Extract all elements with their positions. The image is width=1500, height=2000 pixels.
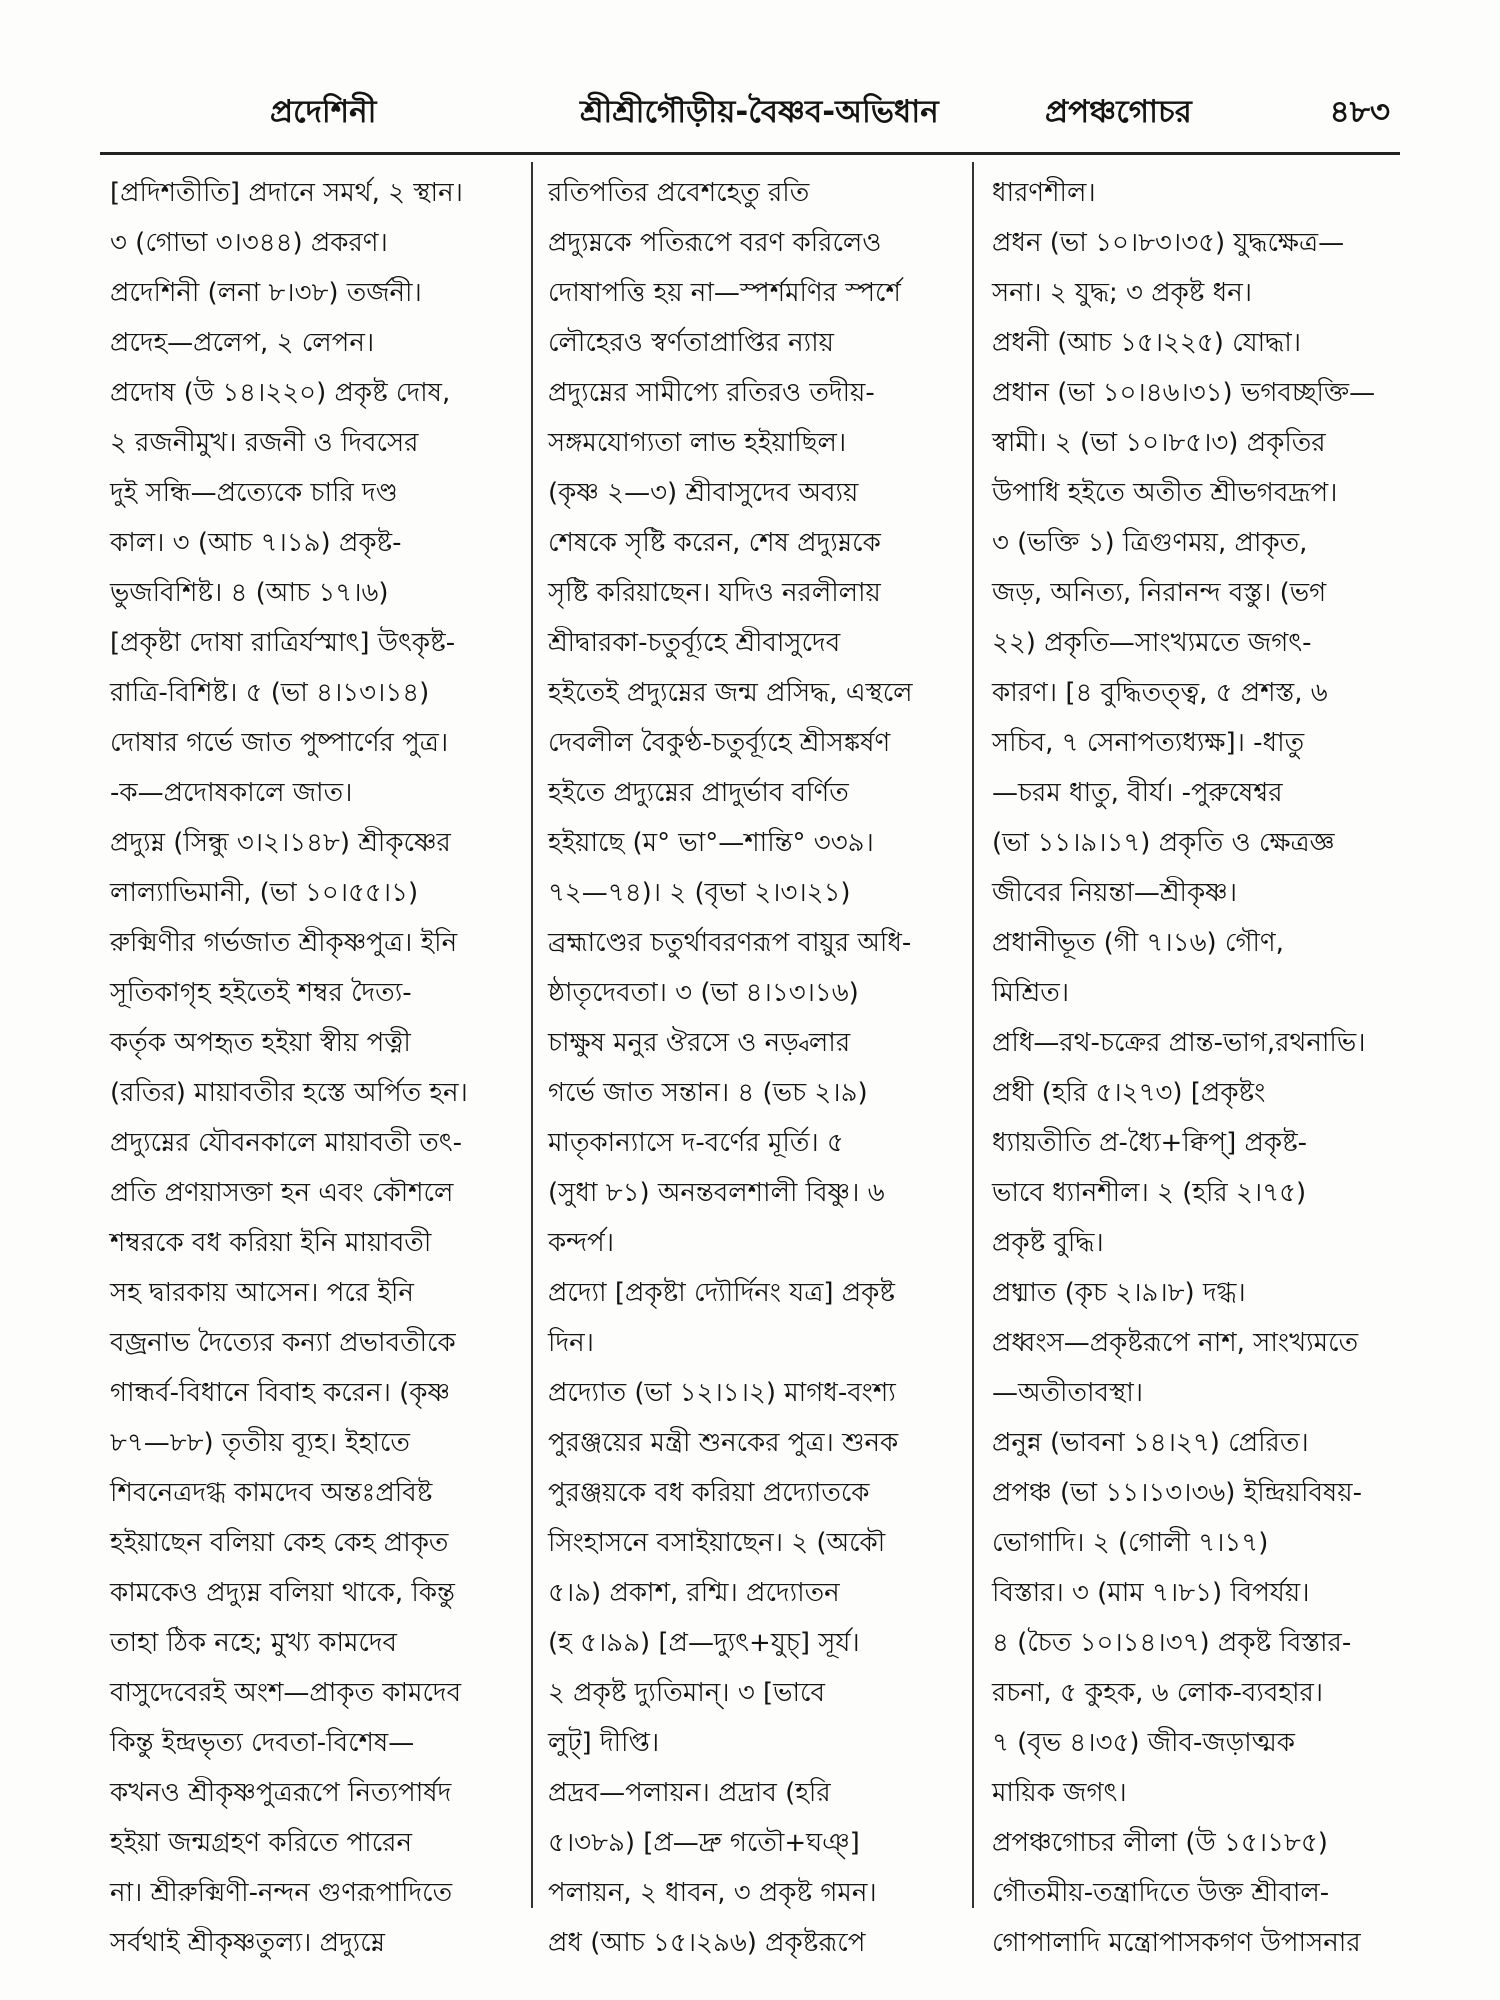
text-line: প্রধ্বংস—প্রকৃষ্টরূপে নাশ, সাংখ্যমতে [992,1328,1359,1358]
text-line: ভোগাদি। ২ (গোলী ৭।১৭) [992,1528,1269,1558]
text-line: রুক্মিণীর গর্ভজাত শ্রীকৃষ্ণপুত্র। ইনি [110,928,458,958]
text-line: ধারণশীল। [992,178,1096,208]
text-line: হইতে প্রদ্যুম্নের প্রাদুর্ভাব বর্ণিত [548,778,849,808]
text-line: লৌহেরও স্বর্ণতাপ্রাপ্তির ন্যায় [548,328,834,358]
text-line: গৌতমীয়-তন্ত্রাদিতে উক্ত শ্রীবাল- [992,1878,1330,1908]
text-line: প্রপঞ্চগোচর লীলা (উ ১৫।১৮৫) [992,1828,1328,1858]
text-line: প্রদ্যুম্নের যৌবনকালে মায়াবতী তৎ- [110,1128,463,1158]
text-line: ভুজবিশিষ্ট। ৪ (আচ ১৭।৬) [110,578,389,608]
text-line: চাক্ষুষ মনুর ঔরসে ও নড়্বলার [548,1028,851,1058]
text-line: ধ্যায়তীতি প্র-ধ্যৈ+ক্বিপ্] প্রকৃষ্ট- [992,1128,1308,1158]
text-line: (সুধা ৮১) অনন্তবলশালী বিষ্ণু। ৬ [548,1178,885,1208]
column-3 [992,168,1412,1958]
text-line: ৫।৩৮৯) [প্র—দ্রু গতৌ+ঘঞ্] [548,1828,860,1858]
text-line: প্রপঞ্চ (ভা ১১।১৩।৩৬) ইন্দ্রিয়বিষয়- [992,1478,1362,1508]
text-line: গর্ভে জাত সন্তান। ৪ (ভচ ২।৯) [548,1078,868,1108]
text-line: প্রদ্রব—পলায়ন। প্রদ্রাব (হরি [548,1778,831,1808]
text-line: কিন্তু ইন্দ্রভৃত্য দেবতা-বিশেষ— [110,1728,415,1758]
text-line: সচিব, ৭ সেনাপত্যধ্যক্ষ]। -ধাতু [992,728,1305,758]
text-line: -ক—প্রদোষকালে জাত। [110,778,353,808]
column-divider [531,162,533,1908]
text-line: বাসুদেবেরই অংশ—প্রাকৃত কামদেব [110,1678,462,1708]
text-line: কাল। ৩ (আচ ৭।১৯) প্রকৃষ্ট- [110,528,402,558]
text-line: লুট্] দীপ্তি। [548,1728,660,1758]
text-line: প্রধি—রথ-চক্রের প্রান্ত-ভাগ,রথনাভি। [992,1028,1366,1058]
text-line: শম্বরকে বধ করিয়া ইনি মায়াবতী [110,1228,432,1258]
text-line: দোষার গর্ভে জাত পুষ্পার্ণের পুত্র। [110,728,449,758]
text-line: হইয়াছেন বলিয়া কেহ কেহ প্রাকৃত [110,1528,449,1558]
text-line: (হ ৫।৯৯) [প্র—দ্যুৎ+যুচ্] সূর্য। [548,1628,860,1658]
text-line: পলায়ন, ২ ধাবন, ৩ প্রকৃষ্ট গমন। [548,1878,877,1908]
text-line: হইতেই প্রদ্যুম্নের জন্ম প্রসিদ্ধ, এস্থলে [548,678,913,708]
text-line: দুই সন্ধি—প্রত্যেকে চারি দণ্ড [110,478,398,508]
text-line: ষ্ঠাতৃদেবতা। ৩ (ভা ৪।১৩।১৬) [548,978,859,1008]
text-line: —অতীতাবস্থা। [992,1378,1144,1408]
text-line: উপাধি হইতে অতীত শ্রীভগবদ্রূপ। [992,478,1338,508]
text-line: প্রদেশিনী (লনা ৮।৩৮) তর্জনী। [110,278,422,308]
text-line: (ভা ১১।৯।১৭) প্রকৃতি ও ক্ষেত্রজ্ঞ [992,828,1335,858]
text-line: সূতিকাগৃহ হইতেই শম্বর দৈত্য- [110,978,412,1008]
text-line: ৩ (গোভা ৩।৩৪৪) প্রকরণ। [110,228,388,258]
text-line: প্রদোষ (উ ১৪।২২০) প্রকৃষ্ট দোষ, [110,378,451,408]
column-2 [548,168,958,1958]
text-line: শ্রীদ্বারকা-চতুর্ব্যূহে শ্রীবাসুদেব [548,628,841,658]
text-line: দোষাপত্তি হয় না—স্পর্শমণির স্পর্শে [548,278,901,308]
text-line: প্রদ্যো [প্রকৃষ্টা দ্যৌর্দিনং যত্র] প্রকৃষ্ট [548,1278,895,1308]
running-header [110,88,1390,144]
text-line: প্রদ্যুম্ন (সিন্ধু ৩।২।১৪৮) শ্রীকৃষ্ণের [110,828,451,858]
text-line: মিশ্রিত। [992,978,1070,1008]
text-line: প্রধ্মাত (কৃচ ২।৯।৮) দগ্ধ। [992,1278,1246,1308]
text-line: পুরঞ্জয়কে বধ করিয়া প্রদ্যোতকে [548,1478,870,1508]
text-line: পুরঞ্জয়ের মন্ত্রী শুনকের পুত্র। শুনক [548,1428,899,1458]
text-line: সিংহাসনে বসাইয়াছেন। ২ (অকৌ [548,1528,886,1558]
text-line: লাল্যাভিমানী, (ভা ১০।৫৫।১) [110,878,419,908]
text-line: ২২) প্রকৃতি—সাংখ্যমতে জগৎ- [992,628,1312,658]
text-line: মাতৃকান্যাসে দ-বর্ণের মূর্তি। ৫ [548,1128,844,1158]
text-line: দিন। [548,1328,594,1358]
text-line: হইয়া জন্মগ্রহণ করিতে পারেন [110,1828,412,1858]
text-line: না। শ্রীরুক্মিণী-নন্দন গুণরূপাদিতে [110,1878,453,1908]
text-line: তাহা ঠিক নহে; মুখ্য কামদেব [110,1628,398,1658]
text-line: হইয়াছে (ম° ভা°—শান্তি° ৩৩৯। [548,828,874,858]
header-rule [100,152,1400,155]
text-line: সর্বথাই শ্রীকৃষ্ণতুল্য। প্রদ্যুম্নে [110,1928,386,1958]
text-line: প্রধী (হরি ৫।২৭৩) [প্রকৃষ্টং [992,1078,1266,1108]
page-number: ৪৮৩ [1329,94,1390,130]
text-line: দেবলীল বৈকুণ্ঠ-চতুর্ব্যূহে শ্রীসঙ্কর্ষণ [548,728,891,758]
text-line: শিবনেত্রদগ্ধ কামদেব অন্তঃপ্রবিষ্ট [110,1478,433,1508]
column-1 [110,168,520,1958]
text-line: রচনা, ৫ কুহক, ৬ লোক-ব্যবহার। [992,1678,1324,1708]
text-line: প্রধনী (আচ ১৫।২২৫) যোদ্ধা। [992,328,1302,358]
text-line: প্রধ (আচ ১৫।২৯৬) প্রকৃষ্টরূপে [548,1928,866,1958]
text-line: ৭ (বৃভ ৪।৩৫) জীব-জড়াত্মক [992,1728,1295,1758]
column-divider [972,162,974,1908]
text-line: রতিপতির প্রবেশহেতু রতি [548,178,810,208]
text-line: প্রদ্যুম্নকে পতিরূপে বরণ করিলেও [548,228,882,258]
text-line: মায়িক জগৎ। [992,1778,1127,1808]
text-line: প্রদ্যোত (ভা ১২।১।২) মাগধ-বংশ্য [548,1378,896,1408]
text-line: বজ্রনাভ দৈত্যের কন্যা প্রভাবতীকে [110,1328,456,1358]
text-line: শেষকে সৃষ্টি করেন, শেষ প্রদ্যুম্নকে [548,528,881,558]
text-line: স্বামী। ২ (ভা ১০।৮৫।৩) প্রকৃতির [992,428,1326,458]
text-line: সঙ্গমযোগ্যতা লাভ হইয়াছিল। [548,428,847,458]
text-line: প্রকৃষ্ট বুদ্ধি। [992,1228,1104,1258]
text-line: ২ রজনীমুখ। রজনী ও দিবসের [110,428,419,458]
text-line: প্রনুন্ন (ভাবনা ১৪।২৭) প্রেরিত। [992,1428,1309,1458]
text-line: ৩ (ভক্তি ১) ত্রিগুণময়, প্রাকৃত, [992,528,1308,558]
text-line: সৃষ্টি করিয়াছেন। যদিও নরলীলায় [548,578,881,608]
text-line: ২ প্রকৃষ্ট দ্যুতিমান্। ৩ [ভাবে [548,1678,825,1708]
text-line: জড়, অনিত্য, নিরানন্দ বস্তু। (ভগ [992,578,1327,608]
text-line: কামকেও প্রদ্যুম্ন বলিয়া থাকে, কিন্তু [110,1578,455,1608]
text-line: রাত্রি-বিশিষ্ট। ৫ (ভা ৪।১৩।১৪) [110,678,430,708]
text-line: বিস্তার। ৩ (মাম ৭।৮১) বিপর্যয়। [992,1578,1310,1608]
text-line: সহ দ্বারকায় আসেন। পরে ইনি [110,1278,414,1308]
text-line: প্রতি প্রণয়াসক্তা হন এবং কৌশলে [110,1178,454,1208]
text-line: গান্ধর্ব-বিধানে বিবাহ করেন। (কৃষ্ণ [110,1378,451,1408]
text-line: [প্রদিশতীতি] প্রদানে সমর্থ, ২ স্থান। [110,178,463,208]
header-left-guideword: প্রদেশিনী [270,94,377,130]
text-line: প্রধান (ভা ১০।৪৬।৩১) ভগবচ্ছক্তি— [992,378,1376,408]
header-right-guideword: প্রপঞ্চগোচর [1045,94,1192,130]
header-book-title: শ্রীশ্রীগৌড়ীয়-বৈষ্ণব-অভিধান [580,94,939,130]
text-line: ব্রহ্মাণ্ডের চতুর্থাবরণরূপ বায়ুর অধি- [548,928,912,958]
text-line: কখনও শ্রীকৃষ্ণপুত্ররূপে নিত্যপার্ষদ [110,1778,452,1808]
text-line: গোপালাদি মন্ত্রোপাসকগণ উপাসনার [992,1928,1361,1958]
text-line: —চরম ধাতু, বীর্য। -পুরুষেশ্বর [992,778,1283,808]
text-line: প্রদ্যুম্নের সামীপ্যে রতিরও তদীয়- [548,378,875,408]
text-line: (কৃষ্ণ ২—৩) শ্রীবাসুদেব অব্যয় [548,478,859,508]
text-line: প্রধানীভূত (গী ৭।১৬) গৌণ, [992,928,1284,958]
text-line: ভাবে ধ্যানশীল। ২ (হরি ২।৭৫) [992,1178,1307,1208]
text-line: প্রদেহ—প্রলেপ, ২ লেপন। [110,328,375,358]
text-line: কর্তৃক অপহৃত হইয়া স্বীয় পত্নী [110,1028,411,1058]
text-line: কন্দর্প। [548,1228,614,1258]
text-line: জীবের নিয়ন্তা—শ্রীকৃষ্ণ। [992,878,1238,908]
text-line: ৭২—৭৪)। ২ (বৃভা ২।৩।২১) [548,878,851,908]
text-line: ৫।৯) প্রকাশ, রশ্মি। প্রদ্যোতন [548,1578,840,1608]
text-line: ৪ (চৈত ১০।১৪।৩৭) প্রকৃষ্ট বিস্তার- [992,1628,1352,1658]
text-line: কারণ। [৪ বুদ্ধিতত্ত্ব, ৫ প্রশস্ত, ৬ [992,678,1328,708]
text-line: [প্রকৃষ্টা দোষা রাত্রির্যস্মাৎ] উৎকৃষ্ট- [110,628,456,658]
text-line: (রতির) মায়াবতীর হস্তে অর্পিত হন। [110,1078,468,1108]
text-line: সনা। ২ যুদ্ধ; ৩ প্রকৃষ্ট ধন। [992,278,1253,308]
text-line: প্রধন (ভা ১০।৮৩।৩৫) যুদ্ধক্ষেত্র— [992,228,1345,258]
text-line: ৮৭—৮৮) তৃতীয় ব্যূহ। ইহাতে [110,1428,410,1458]
